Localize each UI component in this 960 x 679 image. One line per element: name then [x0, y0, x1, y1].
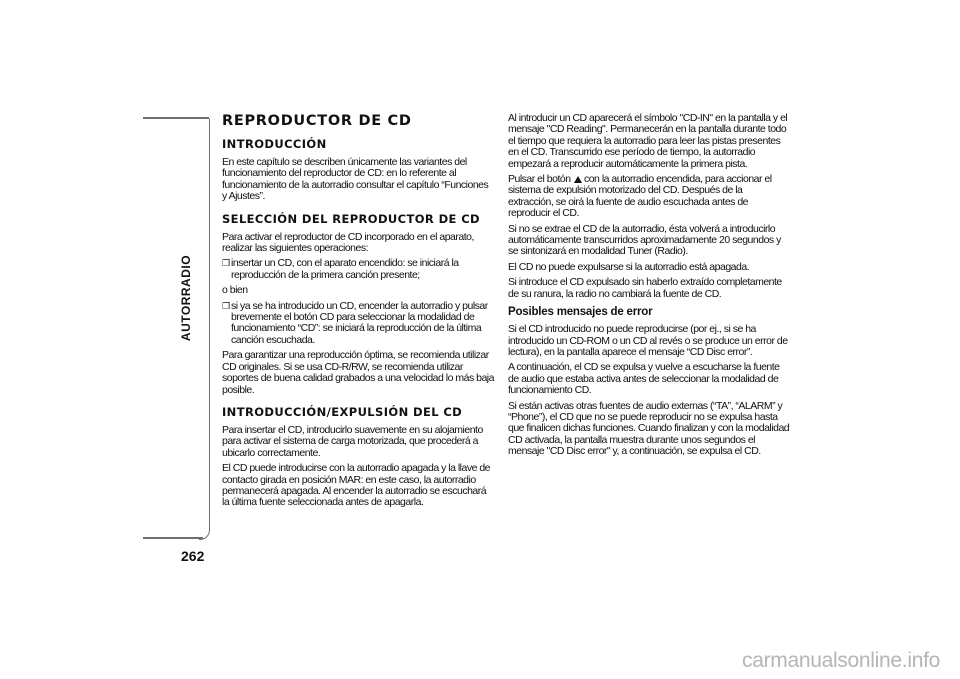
bullet-text-press-cd: si ya se ha introducido un CD, encender la autorradio y pulsar brevemente el botón CD para seleccionar la modalidad de funcionamiento “CD”: se iniciará la reproducción de la última canción escuchada. — [231, 299, 488, 346]
insert-paragraph-1: Para insertar el CD, introducirlo suavemente en su alojamiento para activar el sistema de carga motorizada, que procederá a ubicarlo correctamente. — [222, 423, 483, 459]
intro-paragraph: En este capítulo se describen únicamente las variantes del funcionamiento del reproductor de CD: en lo referente al funcionamiento de la autorradio consultar el capítulo “Funciones y Ajustes”. — [222, 156, 489, 203]
removed-paragraph: Si introduce el CD expulsado sin haberlo extraído completamente de su ranura, la radio no cambiará la fuente de CD. — [508, 276, 782, 300]
bullet-box-icon: ❒ — [222, 300, 230, 311]
eject-text-before: Pulsar el botón — [508, 173, 571, 186]
bullet-box-icon: ❒ — [222, 258, 230, 269]
left-column — [222, 113, 494, 513]
bullet-text-insert-cd: insertar un CD, con el aparato encendido: se iniciará la reproducción de la primera canción presente; — [231, 257, 459, 281]
quality-paragraph: Para garantizar una reproducción óptima, se recomienda utilizar CD originales. Si se usa CD-R/RW, se recomienda utilizar soportes de buena calidad grabados a una velocidad lo más baja posible. — [222, 349, 494, 396]
cd-in-paragraph: Al introducir un CD aparecerá el símbolo "CD-IN" en la pantalla y el mensaje "CD Reading". Permanecerán en la pantalla durante todo el tiempo que requiera la autorradio para leer las pistas presentes en el CD. Transcurrido ese período de tiempo, la autorradio empezará a reproducir automáticamente la primera pista. — [508, 112, 788, 170]
error-paragraph-3: Si están activas otras fuentes de audio externas (“TA”, “ALARM” y “Phone”), el CD que no se puede reproducir no se expulsa hasta que finalicen dichas funciones. Cuando finalizan y con la modalidad CD activada, la pantalla muestra durante unos segundos el mensaje "CD Disc error" y, a continuación, se expulsa el CD. — [508, 399, 790, 458]
insert-paragraph-2: El CD puede introducirse con la autorradio apagada y la llave de contacto girada en posición MAR: en este caso, la autorradio permanecerá apagada. Al encender la autorradio se escuchará la última fuente seleccionada antes de apagarla. — [222, 462, 491, 509]
error-paragraph-1: Si el CD introducido no puede reproducirse (por ej., si se ha introducido un CD-ROM o un CD al revés o se produce un error de lectura), en la pantalla aparece el mensaje “CD Disc error”. — [508, 323, 788, 358]
heading-introduccion: INTRODUCCIÓN — [222, 137, 327, 151]
heading-insert-eject: INTRODUCCIÓN/EXPULSIÓN DEL CD — [222, 404, 463, 419]
eject-paragraph — [508, 174, 790, 220]
section-bracket — [199, 118, 210, 540]
eject-text-after: con la autorradio encendida, para accionar el sistema de expulsión motorizado del CD. Después de la extracción, se oirá la fuente de audio escuchada antes de reproducir el CD. — [508, 173, 772, 220]
page-title: REPRODUCTOR DE CD — [222, 113, 412, 129]
page-number: 262 — [181, 548, 205, 564]
list-item — [222, 258, 494, 281]
heading-seleccion: SELECCIÓN DEL REPRODUCTOR DE CD — [222, 211, 480, 226]
selection-paragraph: Para activar el reproductor de CD incorporado en el aparato, realizar las siguientes operaciones: — [222, 230, 474, 255]
right-column — [508, 113, 790, 462]
off-paragraph: El CD no puede expulsarse si la autorradio está apagada. — [508, 260, 750, 273]
eject-icon — [574, 176, 582, 183]
or-text: o bien — [222, 284, 248, 297]
section-bracket-bottom-line — [143, 537, 203, 539]
error-paragraph-2: A continuación, el CD se expulsa y vuelve a escucharse la fuente de audio que estaba activa antes de seleccionar la modalidad de funcionamiento CD. — [508, 361, 780, 397]
section-tab-label: AUTORRADIO — [179, 254, 193, 342]
list-item — [222, 301, 494, 347]
reinsert-paragraph: Si no se extrae el CD de la autorradio, ésta volverá a introducirlo automáticamente transcurridos aproximadamente 20 segundos y se sintonizará en modalidad Tuner (Radio). — [508, 222, 781, 258]
watermark: carmanualsonline.info — [742, 649, 940, 672]
heading-error-messages: Posibles mensajes de error — [508, 306, 653, 319]
